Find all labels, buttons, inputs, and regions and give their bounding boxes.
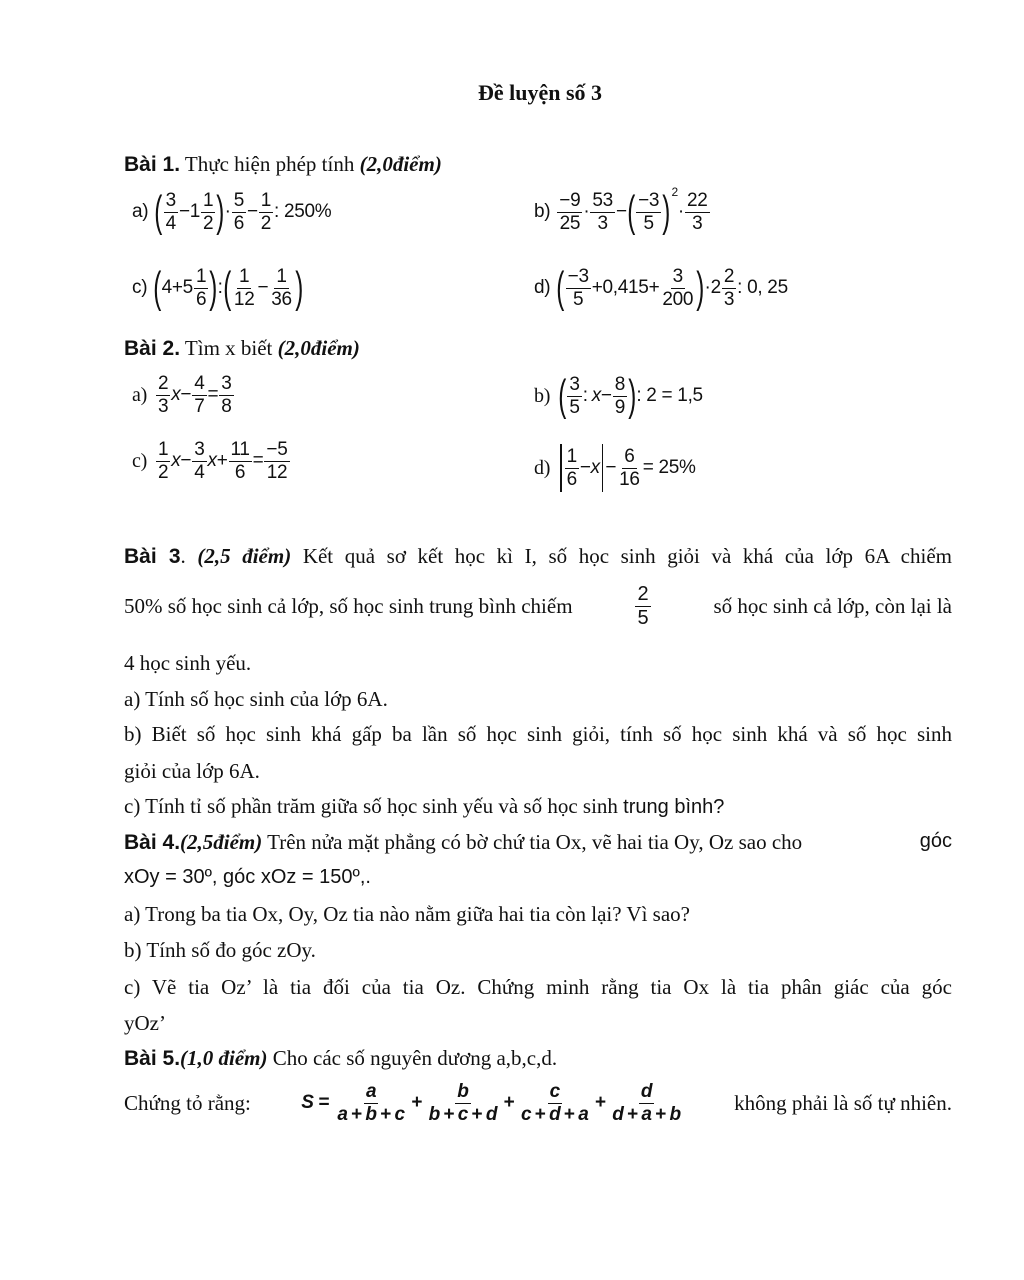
bai4-question-c-1: c) Vẽ tia Oz’ là tia đối của tia Oz. Chứng minh rằng tia Ox là tia phân giác của góc xyxy=(124,975,952,999)
item-label: b) xyxy=(534,384,551,407)
fraction: $\frac{-5}{12}$ xyxy=(266,439,288,483)
fraction: $\frac{d}{d + a + b}$ xyxy=(612,1081,681,1125)
abs-bar xyxy=(602,444,604,492)
bai5-prove-text: Chứng tỏ rằng: xyxy=(124,1090,251,1115)
bai3-line-2 xyxy=(124,584,952,629)
fraction: $\frac{c}{c + d + a}$ xyxy=(520,1081,589,1125)
item-tail: : 2 = 1,5 xyxy=(636,385,703,406)
bai4-points: (2,5điểm) xyxy=(180,830,263,854)
open-paren: ( xyxy=(153,263,162,312)
bai2-item-c: c) $\frac{1}{2}$ x − $\frac{3}{4}$ x + $\frac{11}{6}$ = $\frac{-5}{12}$ xyxy=(132,439,288,483)
exponent: 2 xyxy=(671,185,678,199)
bai4-line-2: xOy = 30º, góc xOz = 150º,. xyxy=(124,866,371,888)
close-paren: ) xyxy=(295,263,303,312)
bai2-item-d: d) $\frac{1}{6}$ − x − $\frac{6}{16}$ = 25% xyxy=(534,444,696,492)
close-paren: ) xyxy=(628,371,637,420)
close-paren: ) xyxy=(662,187,671,236)
bai3-line-1: Bài 3. (2,5 điểm) Kết quả sơ kết học kì I, số học sinh giỏi và khá của lớp 6A chiếm xyxy=(124,544,952,568)
item-label: d) xyxy=(534,277,551,298)
fraction: $\frac{a}{a + b + c}$ xyxy=(337,1081,405,1125)
fraction: $\frac{3}{4}$ xyxy=(194,439,205,483)
open-paren: ( xyxy=(154,187,163,236)
abs-bar xyxy=(560,444,562,492)
bai3-line-3: 4 học sinh yếu. xyxy=(124,651,252,675)
bai1-item-b: b) $\frac{-9}{25}$ · $\frac{53}{3}$ − ( $\frac{-3}{5}$ ) 2 · $\frac{22}{3}$ xyxy=(534,185,708,236)
fraction: $\frac{1}{36}$ xyxy=(271,265,292,310)
fraction: $\frac{2}{5}$ xyxy=(637,583,649,629)
bai5-points: (1,0 điểm) xyxy=(180,1046,268,1070)
fraction: $\frac{2}{3}$ xyxy=(157,373,169,417)
item-tail: : 0, 25 xyxy=(737,277,788,298)
fraction: $\frac{3}{4}$ xyxy=(165,189,176,234)
bai4-question-c-2: yOz’ xyxy=(124,1011,166,1035)
item-label: a) xyxy=(132,201,149,222)
bai3-question-c-tail: trung bình? xyxy=(623,796,725,818)
bai5-heading xyxy=(124,1046,557,1071)
fraction: $\frac{-3}{5}$ xyxy=(638,189,660,234)
bai2-item-a: a) $\frac{2}{3}$ x − $\frac{4}{7}$ = $\frac{3}{8}$ xyxy=(132,373,232,417)
bai1-heading xyxy=(124,152,442,177)
close-paren: ) xyxy=(209,263,218,312)
fraction: $\frac{11}{6}$ xyxy=(230,439,250,483)
bai2-points: (2,0điểm) xyxy=(277,336,360,360)
bai3-points: (2,5 điểm) xyxy=(197,544,292,568)
bai1-item-a: a) ( $\frac{3}{4}$ −1 $\frac{1}{2}$ ) · $\frac{5}{6}$ − $\frac{1}{2}$ : 250% xyxy=(132,187,332,236)
fraction: $\frac{1}{2}$ xyxy=(157,439,169,483)
bai1-text: Thực hiện phép tính xyxy=(184,152,355,176)
item-label: a) xyxy=(132,383,147,406)
item-label: c) xyxy=(132,449,147,472)
fraction: $\frac{1}{6}$ xyxy=(195,265,207,310)
open-paren: ( xyxy=(626,187,635,236)
open-paren: ( xyxy=(222,263,231,312)
open-paren: ( xyxy=(558,371,567,420)
item-label: b) xyxy=(534,201,551,222)
fraction: $\frac{1}{12}$ xyxy=(233,265,255,310)
bai3-text-2b: số học sinh cả lớp, còn lại là xyxy=(713,594,952,618)
bai1-item-d: d) ( $\frac{-3}{5}$ +0,415+ $\frac{3}{200}$ ) ·2 $\frac{2}{3}$ : 0, 25 xyxy=(534,263,788,312)
fraction: $\frac{2}{3}$ xyxy=(723,265,735,310)
fraction: $\frac{8}{9}$ xyxy=(614,373,625,418)
bai2-label: Bài 2. xyxy=(124,337,181,360)
bai2-item-b: b) ( $\frac{3}{5}$ : x − $\frac{8}{9}$ ) : 2 = 1,5 xyxy=(534,371,703,420)
item-tail: : 250% xyxy=(274,201,332,222)
page-title: Đề luyện số 3 xyxy=(477,80,603,105)
bai1-points: (2,0điểm) xyxy=(359,152,442,176)
bai4-label: Bài 4. xyxy=(124,831,181,854)
bai3-text-1: Kết quả sơ kết học kì I, số học sinh giỏi và khá của lớp 6A chiếm xyxy=(302,544,952,568)
bai4-question-a: a) Trong ba tia Ox, Oy, Oz tia nào nằm giữa hai tia còn lại? Vì sao? xyxy=(124,902,690,926)
fraction: $\frac{3}{5}$ xyxy=(569,373,580,418)
item-tail: = 25% xyxy=(642,457,696,478)
bai2-text: Tìm x biết xyxy=(184,336,273,360)
fraction: $\frac{-9}{25}$ xyxy=(559,189,581,234)
bai5-formula: S = $\frac{a}{a + b + c}$ + $\frac{b}{b + c + d}$ + $\frac{c}{c + d + a}$ + $\frac{d}{d + a + b}$ xyxy=(301,1081,681,1125)
fraction: $\frac{1}{2}$ xyxy=(203,189,214,234)
fraction: $\frac{-3}{5}$ xyxy=(567,265,589,310)
fraction: $\frac{53}{3}$ xyxy=(592,189,613,234)
close-paren: ) xyxy=(216,187,225,236)
item-label: d) xyxy=(534,456,551,479)
bai4-line-1 xyxy=(124,830,952,855)
bai5-formula-line xyxy=(124,1082,952,1125)
fraction: $\frac{b}{b + c + d}$ xyxy=(428,1081,498,1125)
bai5-label: Bài 5. xyxy=(124,1047,181,1070)
bai1-label: Bài 1. xyxy=(124,153,181,176)
bai3-question-c-text: c) Tính tỉ số phần trăm giữa số học sinh yếu và số học sinh xyxy=(124,794,618,818)
bai3-question-c xyxy=(124,794,724,819)
fraction: $\frac{6}{16}$ xyxy=(619,445,640,490)
open-paren: ( xyxy=(556,263,565,312)
fraction: $\frac{1}{6}$ xyxy=(566,445,577,490)
bai3-question-a: a) Tính số học sinh của lớp 6A. xyxy=(124,687,388,711)
item-label: c) xyxy=(132,277,148,298)
bai4-question-b: b) Tính số đo góc zOy. xyxy=(124,938,316,962)
bai4-text-1b: góc xyxy=(919,830,952,852)
bai2-heading xyxy=(124,336,360,361)
fraction: $\frac{4}{7}$ xyxy=(194,373,205,417)
fraction: $\frac{5}{6}$ xyxy=(233,189,244,234)
close-paren: ) xyxy=(696,263,705,312)
bai3-label: Bài 3 xyxy=(124,545,181,568)
fraction: $\frac{1}{2}$ xyxy=(260,189,272,234)
bai1-item-c: c) ( 4+5 $\frac{1}{6}$ ) : ( $\frac{1}{12}$ − $\frac{1}{36}$ ) xyxy=(132,263,303,312)
fraction: $\frac{22}{3}$ xyxy=(686,189,708,234)
fraction: $\frac{3}{8}$ xyxy=(221,373,232,417)
fraction: $\frac{3}{200}$ xyxy=(662,265,694,310)
bai4-text-1: Trên nửa mặt phẳng có bờ chứ tia Ox, vẽ hai tia Oy, Oz sao cho xyxy=(267,830,803,854)
bai3-question-b-1: b) Biết số học sinh khá gấp ba lần số học sinh giỏi, tính số học sinh khá và số học sinh xyxy=(124,722,952,746)
bai5-conclusion: không phải là số tự nhiên. xyxy=(734,1090,952,1115)
bai3-question-b-2: giỏi của lớp 6A. xyxy=(124,759,260,783)
bai3-text-2a: 50% số học sinh cả lớp, số học sinh trung bình chiếm xyxy=(124,594,573,618)
bai5-text: Cho các số nguyên dương a,b,c,d. xyxy=(272,1046,558,1070)
